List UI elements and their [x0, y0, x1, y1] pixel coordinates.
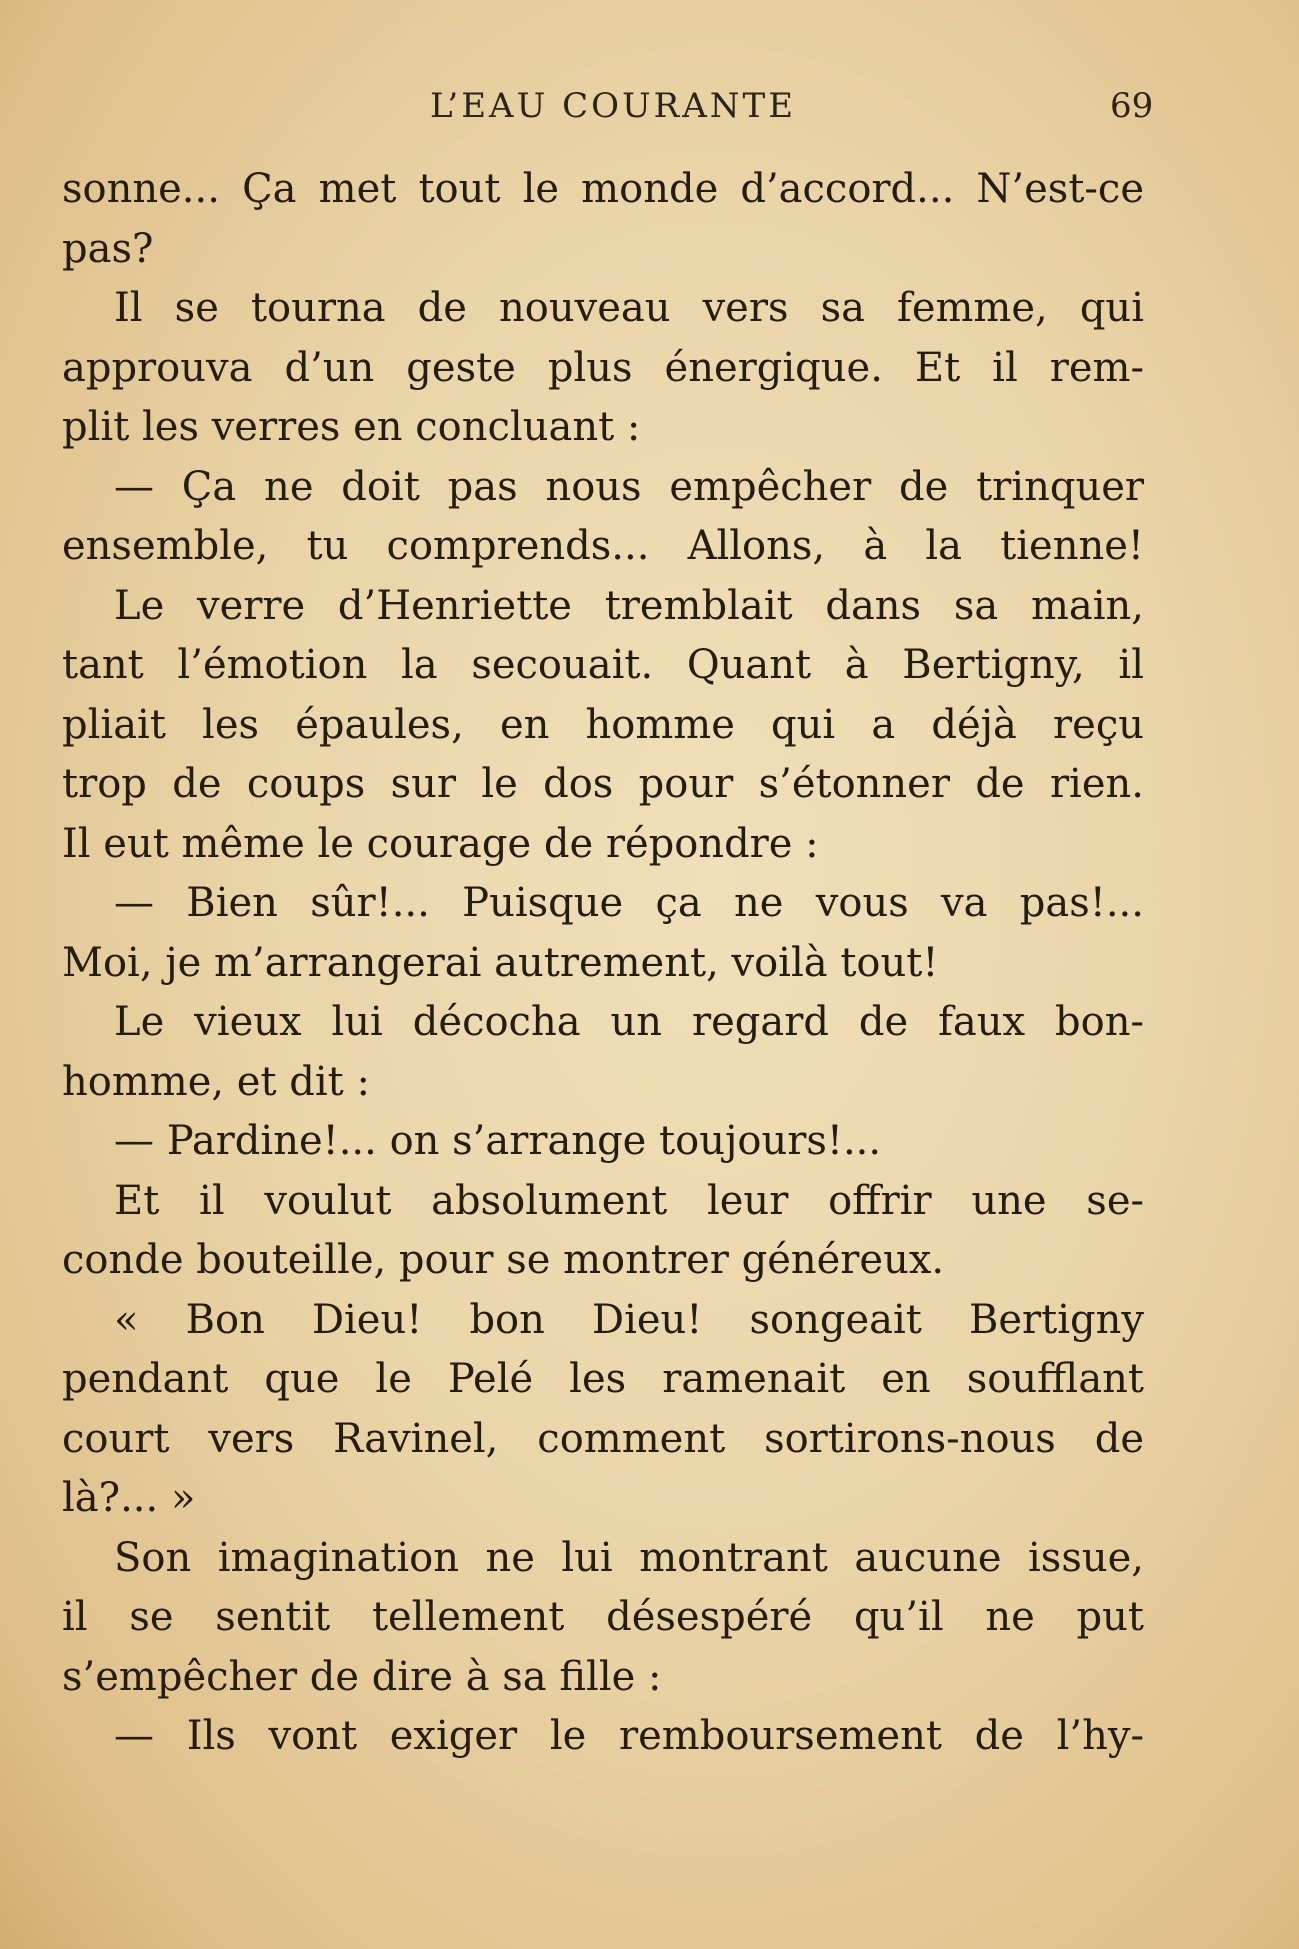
text-line: Et il voulut absolument leur offrir une se- [114, 1177, 1144, 1224]
text-line: tant l’émotion la secouait. Quant à Bertigny, il [62, 642, 1144, 688]
text-line: sonne... Ça met tout le monde d’accord... N’est-ce [62, 166, 1144, 212]
running-title: L’EAU COURANTE [430, 86, 797, 126]
text-line: Son imagination ne lui montrant aucune issue, [114, 1534, 1144, 1581]
text-line: Il se tourna de nouveau vers sa femme, qui [114, 285, 1144, 331]
text-line: Moi, je m’arrangerai autrement, voilà tout! [62, 939, 939, 986]
text-line: là?... » [62, 1475, 196, 1521]
text-line: Le vieux lui décocha un regard de faux bon- [114, 999, 1144, 1045]
text-line: il se sentit tellement désespéré qu’il ne put [62, 1594, 1144, 1640]
text-line: pliait les épaules, en homme qui a déjà reçu [62, 701, 1144, 748]
text-line: Le verre d’Henriette tremblait dans sa main, [114, 582, 1144, 629]
text-line: approuva d’un geste plus énergique. Et il rem- [62, 344, 1144, 391]
text-line: pas? [62, 225, 154, 272]
text-line: court vers Ravinel, comment sortirons-nous de [62, 1415, 1144, 1462]
text-line: — Ils vont exiger le remboursement de l’hy- [114, 1713, 1144, 1759]
text-line: — Pardine!... on s’arrange toujours!... [114, 1118, 882, 1164]
text-line: ensemble, tu comprends... Allons, à la tienne! [62, 523, 1144, 569]
text-line: pendant que le Pelé les ramenait en soufflant [62, 1356, 1144, 1402]
text-line: trop de coups sur le dos pour s’étonner de rien. [62, 761, 1144, 807]
text-line: homme, et dit : [62, 1058, 370, 1105]
page-number: 69 [1110, 86, 1154, 126]
text-line: — Ça ne doit pas nous empêcher de trinquer [114, 463, 1144, 510]
text-line: « Bon Dieu! bon Dieu! songeait Bertigny [114, 1296, 1144, 1343]
text-line: s’empêcher de dire à sa fille : [62, 1653, 662, 1700]
text-line: — Bien sûr!... Puisque ça ne vous va pas!... [114, 880, 1144, 926]
running-head [0, 86, 1299, 136]
body-text [62, 160, 1144, 1767]
text-line: plit les verres en concluant : [62, 404, 641, 450]
text-line: conde bouteille, pour se montrer généreux. [62, 1237, 945, 1283]
text-line: Il eut même le courage de répondre : [62, 820, 819, 867]
